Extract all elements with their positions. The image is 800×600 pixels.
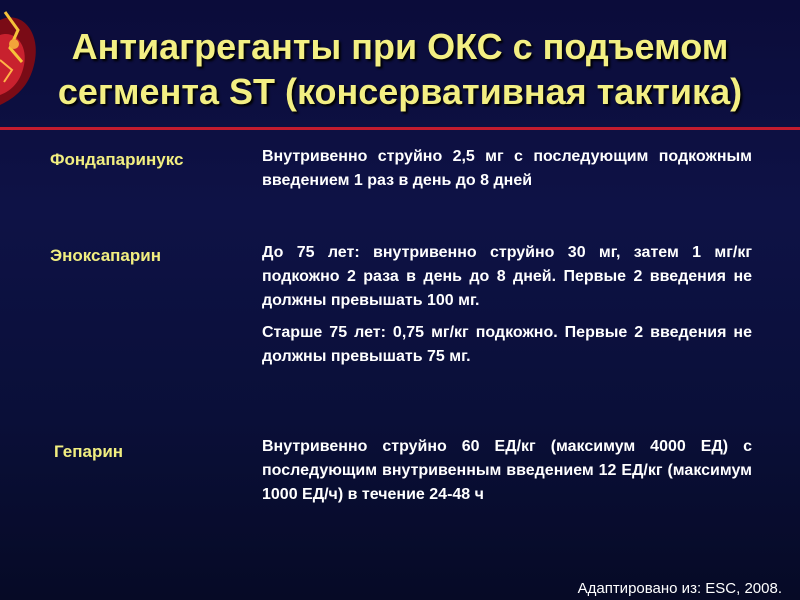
description-paragraph: Старше 75 лет: 0,75 мг/кг подкожно. Первые 2 введения не должны превышать 75 мг. bbox=[262, 324, 752, 365]
drug-description-enoxaparin bbox=[262, 241, 752, 369]
drug-name-heparin: Гепарин bbox=[54, 442, 124, 461]
slide-title bbox=[0, 24, 800, 114]
description-paragraph: Внутривенно струйно 2,5 мг с последующим подкожным введением 1 раз в день до 8 дней bbox=[262, 148, 752, 189]
drug-description-heparin bbox=[262, 435, 752, 507]
title-line-1: Антиагреганты при ОКС с подъемом bbox=[71, 26, 729, 67]
title-line-2: сегмента ST (консервативная тактика) bbox=[57, 71, 743, 112]
drug-name-enoxaparin: Эноксапарин bbox=[50, 246, 161, 265]
title-divider bbox=[0, 127, 800, 130]
drug-description-fondaparinux bbox=[262, 145, 752, 193]
source-note: Адаптировано из: ESC, 2008. bbox=[577, 580, 782, 597]
description-paragraph: До 75 лет: внутривенно струйно 30 мг, затем 1 мг/кг подкожно 2 раза в день до 8 дней. Первые 2 введения не должны превышать 100 мг. bbox=[262, 244, 752, 309]
drug-name-fondaparinux: Фондапаринукс bbox=[50, 150, 184, 169]
description-paragraph: Внутривенно струйно 60 ЕД/кг (максимум 4000 ЕД) с последующим внутривенным введением 12 ЕД/кг (максимум 1000 ЕД/ч) в течение 24-48 ч bbox=[262, 438, 752, 503]
